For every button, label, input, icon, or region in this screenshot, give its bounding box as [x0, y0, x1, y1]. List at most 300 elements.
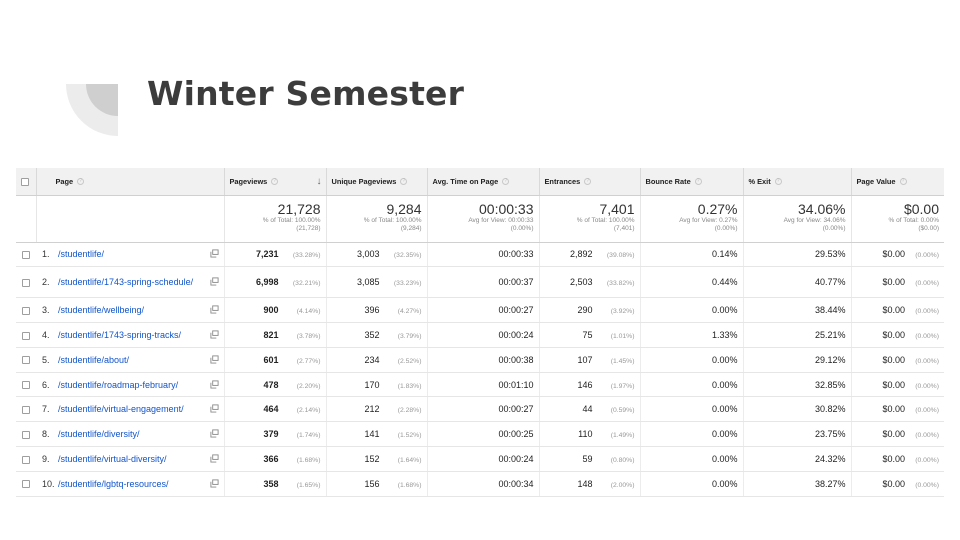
bounce-rate-value: 0.44% — [711, 277, 738, 288]
column-header-page-value[interactable] — [851, 168, 944, 195]
page-path-link[interactable]: /studentlife/roadmap-february/ — [58, 379, 179, 390]
entrances-value: 44 — [582, 404, 593, 415]
total-subtext: (7,401) — [613, 225, 635, 232]
pageviews-cell — [224, 471, 326, 496]
column-header-label: Page Value — [856, 176, 896, 186]
total-exit — [743, 195, 851, 242]
quarter-circle-decoration — [66, 84, 118, 136]
column-header-avg-time-on-page[interactable] — [427, 168, 539, 195]
page-value-value: $0.00 — [882, 379, 905, 390]
column-header-label: Page — [55, 176, 74, 186]
entrances-value: 290 — [577, 305, 593, 316]
bounce-rate-cell — [640, 397, 743, 422]
page-value-percent: (0.00%) — [915, 357, 939, 365]
page-value-percent: (0.00%) — [915, 382, 939, 390]
page-value-cell — [851, 323, 944, 348]
page-cell — [36, 447, 224, 472]
unique-pageviews-cell — [326, 397, 427, 422]
total-subtext: Avg for View: 34.06% — [783, 216, 846, 224]
page-value-percent: (0.00%) — [915, 252, 939, 260]
pageviews-value: 464 — [263, 404, 279, 415]
pageviews-cell — [224, 323, 326, 348]
bounce-rate-cell — [640, 347, 743, 372]
help-icon[interactable]: ? — [900, 178, 907, 185]
row-checkbox[interactable] — [22, 307, 30, 315]
row-number: 5. — [42, 354, 50, 365]
avg-time-value: 00:00:24 — [498, 329, 534, 340]
page-value-cell — [851, 267, 944, 298]
avg-time-value: 00:00:25 — [498, 429, 534, 440]
page-value-cell — [851, 471, 944, 496]
page-value-percent: (0.00%) — [915, 407, 939, 415]
unique-pageviews-cell — [326, 323, 427, 348]
bounce-rate-cell — [640, 372, 743, 397]
unique-pageviews-value: 352 — [364, 329, 380, 340]
page-value-cell — [851, 422, 944, 447]
entrances-value: 59 — [582, 453, 593, 464]
column-header-bounce-rate[interactable] — [640, 168, 743, 195]
pageviews-value: 379 — [263, 429, 279, 440]
open-in-new-window-icon[interactable] — [210, 249, 219, 258]
exit-value: 24.32% — [814, 453, 846, 464]
select-all-checkbox[interactable] — [21, 178, 29, 186]
entrances-cell — [539, 447, 640, 472]
page-cell — [36, 397, 224, 422]
help-icon[interactable]: ? — [400, 178, 407, 185]
bounce-rate-value: 0.00% — [711, 478, 738, 489]
unique-pageviews-percent: (1.64%) — [397, 456, 422, 464]
exit-value: 30.82% — [814, 404, 846, 415]
pageviews-cell — [224, 422, 326, 447]
table-row — [16, 397, 944, 422]
help-icon[interactable]: ? — [77, 178, 84, 185]
entrances-cell — [539, 347, 640, 372]
row-checkbox[interactable] — [22, 480, 30, 488]
avg-time-value: 00:00:38 — [498, 354, 534, 365]
exit-cell — [743, 447, 851, 472]
table-row — [16, 447, 944, 472]
entrances-percent: (33.82%) — [606, 280, 635, 288]
avg-time-cell — [427, 242, 539, 267]
entrances-percent: (0.59%) — [610, 407, 635, 415]
row-select-cell — [16, 372, 36, 397]
pageviews-cell — [224, 347, 326, 372]
pageviews-percent: (32.21%) — [292, 280, 321, 288]
pageviews-percent: (33.28%) — [292, 252, 321, 260]
pageviews-percent: (4.14%) — [296, 308, 321, 316]
pageviews-value: 601 — [263, 354, 279, 365]
open-in-new-window-icon[interactable] — [210, 305, 219, 314]
table-row — [16, 298, 944, 323]
total-page-value — [851, 195, 944, 242]
page-value-value: $0.00 — [882, 305, 905, 316]
page-value-percent: (0.00%) — [915, 332, 939, 340]
unique-pageviews-percent: (32.35%) — [393, 252, 422, 260]
bounce-rate-cell — [640, 323, 743, 348]
entrances-cell — [539, 397, 640, 422]
avg-time-value: 00:01:10 — [498, 379, 534, 390]
page-value-percent: (0.00%) — [915, 280, 939, 288]
pageviews-cell — [224, 447, 326, 472]
total-subtext: Avg for View: 00:00:33 — [468, 216, 534, 224]
page-value-cell — [851, 242, 944, 267]
page-path-link[interactable]: /studentlife/lgbtq-resources/ — [58, 478, 169, 489]
page-path-link[interactable]: /studentlife/diversity/ — [58, 429, 140, 440]
total-unique-pageviews — [326, 195, 427, 242]
avg-time-cell — [427, 422, 539, 447]
unique-pageviews-percent: (1.68%) — [397, 481, 422, 489]
entrances-percent: (1.97%) — [610, 382, 635, 390]
pageviews-value: 821 — [263, 329, 279, 340]
avg-time-cell — [427, 447, 539, 472]
entrances-cell — [539, 298, 640, 323]
total-subtext: (9,284) — [400, 225, 422, 232]
column-header-label: Pageviews — [229, 176, 268, 186]
row-number: 1. — [42, 249, 50, 260]
column-header-entrances[interactable] — [539, 168, 640, 195]
help-icon[interactable]: ? — [584, 178, 591, 185]
page-cell — [36, 323, 224, 348]
table-header-row — [16, 168, 944, 195]
avg-time-value: 00:00:27 — [498, 404, 534, 415]
page-path-link[interactable]: /studentlife/1743-spring-schedule/ — [58, 277, 194, 288]
column-header-page[interactable] — [36, 168, 224, 195]
total-subtext: % of Total: 100.00% — [262, 216, 321, 224]
bounce-rate-value: 0.00% — [711, 379, 738, 390]
exit-value: 23.75% — [814, 429, 846, 440]
row-number: 4. — [42, 329, 50, 340]
page-value-value: $0.00 — [882, 453, 905, 464]
unique-pageviews-value: 3,085 — [356, 277, 380, 288]
unique-pageviews-cell — [326, 471, 427, 496]
total-subtext: % of Total: 100.00% — [363, 216, 422, 224]
unique-pageviews-value: 156 — [364, 478, 380, 489]
exit-value: 38.44% — [814, 305, 846, 316]
total-pageviews — [224, 195, 326, 242]
avg-time-cell — [427, 471, 539, 496]
exit-value: 40.77% — [814, 277, 846, 288]
row-number: 10. — [42, 478, 55, 489]
open-in-new-window-icon[interactable] — [210, 429, 219, 438]
total-avg-time — [427, 195, 539, 242]
row-select-cell — [16, 347, 36, 372]
column-header-label: Entrances — [544, 176, 581, 186]
row-select-cell — [16, 323, 36, 348]
page-value-percent: (0.00%) — [915, 432, 939, 440]
column-header-label: % Exit — [748, 176, 771, 186]
page-value-value: $0.00 — [882, 249, 905, 260]
page-value-cell — [851, 447, 944, 472]
row-select-cell — [16, 397, 36, 422]
pageviews-cell — [224, 372, 326, 397]
row-select-cell — [16, 242, 36, 267]
page-path-link[interactable]: /studentlife/about/ — [58, 354, 130, 365]
open-in-new-window-icon[interactable] — [210, 479, 219, 488]
total-value: $0.00 — [903, 200, 939, 217]
page-path-link[interactable]: /studentlife/virtual-diversity/ — [58, 453, 167, 464]
entrances-value: 2,503 — [569, 277, 593, 288]
exit-value: 29.12% — [814, 354, 846, 365]
page-path-link[interactable]: /studentlife/ — [58, 249, 105, 260]
unique-pageviews-percent: (3.79%) — [397, 332, 422, 340]
column-header-pageviews[interactable] — [224, 168, 326, 195]
pageviews-percent: (2.20%) — [296, 382, 321, 390]
column-header-label: Avg. Time on Page — [432, 176, 499, 186]
unique-pageviews-cell — [326, 372, 427, 397]
total-subtext: ($0.00) — [918, 225, 939, 232]
total-bounce-rate — [640, 195, 743, 242]
avg-time-cell — [427, 347, 539, 372]
bounce-rate-value: 0.00% — [711, 354, 738, 365]
page-value-value: $0.00 — [882, 329, 905, 340]
avg-time-value: 00:00:34 — [498, 478, 534, 489]
column-header-unique-pageviews[interactable] — [326, 168, 427, 195]
open-in-new-window-icon[interactable] — [210, 330, 219, 339]
page-cell — [36, 372, 224, 397]
pageviews-percent: (1.74%) — [296, 432, 321, 440]
open-in-new-window-icon[interactable] — [210, 454, 219, 463]
entrances-percent: (1.49%) — [610, 432, 635, 440]
entrances-cell — [539, 422, 640, 447]
unique-pageviews-cell — [326, 298, 427, 323]
exit-cell — [743, 397, 851, 422]
page-value-percent: (0.00%) — [915, 481, 939, 489]
page-value-value: $0.00 — [882, 277, 905, 288]
total-value: 00:00:33 — [479, 200, 534, 217]
table-row — [16, 347, 944, 372]
row-number: 7. — [42, 404, 50, 415]
total-subtext: % of Total: 0.00% — [888, 216, 939, 224]
total-subtext: (21,728) — [296, 225, 321, 232]
select-all-cell — [16, 168, 36, 195]
entrances-value: 148 — [577, 478, 593, 489]
bounce-rate-cell — [640, 422, 743, 447]
row-select-cell — [16, 298, 36, 323]
bounce-rate-value: 0.00% — [711, 453, 738, 464]
row-number: 9. — [42, 453, 50, 464]
page-value-value: $0.00 — [882, 478, 905, 489]
row-select-cell — [16, 422, 36, 447]
avg-time-value: 00:00:24 — [498, 453, 534, 464]
entrances-percent: (1.01%) — [610, 332, 635, 340]
table-row — [16, 471, 944, 496]
row-checkbox[interactable] — [22, 356, 30, 364]
unique-pageviews-percent: (2.52%) — [397, 357, 422, 365]
unique-pageviews-value: 396 — [364, 305, 380, 316]
row-checkbox[interactable] — [22, 431, 30, 439]
sort-descending-icon[interactable]: ↓ — [316, 176, 322, 187]
table-row — [16, 267, 944, 298]
page-value-value: $0.00 — [882, 404, 905, 415]
total-value: 7,401 — [599, 200, 635, 217]
total-value: 9,284 — [386, 200, 422, 217]
table-row — [16, 372, 944, 397]
exit-value: 29.53% — [814, 249, 846, 260]
pageviews-value: 478 — [263, 379, 279, 390]
column-header-exit[interactable] — [743, 168, 851, 195]
avg-time-value: 00:00:33 — [498, 249, 534, 260]
avg-time-value: 00:00:37 — [498, 277, 534, 288]
bounce-rate-cell — [640, 242, 743, 267]
entrances-value: 2,892 — [569, 249, 593, 260]
total-value: 0.27% — [697, 200, 738, 217]
bounce-rate-value: 0.00% — [711, 404, 738, 415]
unique-pageviews-percent: (1.83%) — [397, 382, 422, 390]
unique-pageviews-value: 152 — [364, 453, 380, 464]
entrances-value: 75 — [582, 329, 593, 340]
entrances-percent: (0.80%) — [610, 456, 635, 464]
page-path-link[interactable]: /studentlife/virtual-engagement/ — [58, 404, 184, 415]
row-checkbox[interactable] — [22, 456, 30, 464]
entrances-percent: (2.00%) — [610, 481, 635, 489]
total-subtext: Avg for View: 0.27% — [679, 216, 738, 224]
avg-time-cell — [427, 267, 539, 298]
row-select-cell — [16, 447, 36, 472]
row-checkbox[interactable] — [22, 279, 30, 287]
avg-time-cell — [427, 323, 539, 348]
entrances-cell — [539, 323, 640, 348]
page-cell — [36, 347, 224, 372]
pageviews-percent: (1.68%) — [296, 456, 321, 464]
pageviews-value: 358 — [263, 478, 279, 489]
unique-pageviews-percent: (33.23%) — [393, 280, 422, 288]
table-row — [16, 422, 944, 447]
open-in-new-window-icon[interactable] — [210, 355, 219, 364]
unique-pageviews-cell — [326, 242, 427, 267]
unique-pageviews-percent: (1.52%) — [397, 432, 422, 440]
page-cell — [36, 267, 224, 298]
total-subtext: (0.00%) — [822, 225, 846, 232]
total-subtext: % of Total: 100.00% — [576, 216, 635, 224]
unique-pageviews-value: 141 — [364, 429, 380, 440]
page-cell — [36, 298, 224, 323]
row-select-cell — [16, 267, 36, 298]
row-checkbox[interactable] — [22, 251, 30, 259]
page-path-link[interactable]: /studentlife/wellbeing/ — [58, 305, 145, 316]
page-value-cell — [851, 347, 944, 372]
pageviews-cell — [224, 298, 326, 323]
exit-cell — [743, 267, 851, 298]
exit-cell — [743, 242, 851, 267]
entrances-cell — [539, 471, 640, 496]
entrances-percent: (39.08%) — [606, 252, 635, 260]
totals-row — [16, 195, 944, 242]
exit-cell — [743, 323, 851, 348]
exit-cell — [743, 298, 851, 323]
column-header-label: Unique Pageviews — [331, 176, 397, 186]
pageviews-percent: (1.65%) — [296, 481, 321, 489]
open-in-new-window-icon[interactable] — [210, 380, 219, 389]
row-checkbox[interactable] — [22, 381, 30, 389]
unique-pageviews-value: 212 — [364, 404, 380, 415]
exit-value: 38.27% — [814, 478, 846, 489]
totals-empty-cell — [36, 195, 224, 242]
pageviews-percent: (2.77%) — [296, 357, 321, 365]
avg-time-value: 00:00:27 — [498, 305, 534, 316]
page-value-value: $0.00 — [882, 429, 905, 440]
table-row — [16, 323, 944, 348]
table-body — [16, 242, 944, 496]
page-value-cell — [851, 298, 944, 323]
unique-pageviews-value: 234 — [364, 354, 380, 365]
unique-pageviews-value: 170 — [364, 379, 380, 390]
unique-pageviews-cell — [326, 347, 427, 372]
entrances-value: 107 — [577, 354, 593, 365]
avg-time-cell — [427, 372, 539, 397]
bounce-rate-cell — [640, 447, 743, 472]
pageviews-cell — [224, 267, 326, 298]
bounce-rate-value: 1.33% — [711, 329, 738, 340]
page-cell — [36, 422, 224, 447]
pageviews-percent: (2.14%) — [296, 407, 321, 415]
entrances-percent: (3.92%) — [610, 308, 635, 316]
page-value-cell — [851, 372, 944, 397]
open-in-new-window-icon[interactable] — [210, 404, 219, 413]
page-value-value: $0.00 — [882, 354, 905, 365]
help-icon[interactable]: ? — [502, 178, 509, 185]
totals-empty-cell — [16, 195, 36, 242]
pages-report-table — [16, 168, 944, 497]
page-path-link[interactable]: /studentlife/1743-spring-tracks/ — [58, 329, 182, 340]
total-entrances — [539, 195, 640, 242]
slide-title: Winter Semester — [147, 74, 465, 113]
row-checkbox[interactable] — [22, 332, 30, 340]
entrances-value: 146 — [577, 379, 593, 390]
exit-value: 25.21% — [814, 329, 846, 340]
page-cell — [36, 471, 224, 496]
pageviews-value: 366 — [263, 453, 279, 464]
entrances-cell — [539, 267, 640, 298]
entrances-value: 110 — [578, 429, 593, 440]
bounce-rate-value: 0.00% — [711, 305, 738, 316]
unique-pageviews-value: 3,003 — [356, 249, 380, 260]
unique-pageviews-percent: (2.28%) — [397, 407, 422, 415]
pageviews-cell — [224, 397, 326, 422]
entrances-cell — [539, 242, 640, 267]
unique-pageviews-cell — [326, 447, 427, 472]
pageviews-value: 6,998 — [255, 277, 279, 288]
page-value-percent: (0.00%) — [915, 456, 939, 464]
help-icon[interactable]: ? — [695, 178, 702, 185]
unique-pageviews-percent: (4.27%) — [397, 308, 422, 316]
bounce-rate-cell — [640, 298, 743, 323]
row-checkbox[interactable] — [22, 406, 30, 414]
pageviews-percent: (3.78%) — [296, 332, 321, 340]
help-icon[interactable]: ? — [775, 178, 782, 185]
exit-cell — [743, 422, 851, 447]
page-cell — [36, 242, 224, 267]
avg-time-cell — [427, 298, 539, 323]
open-in-new-window-icon[interactable] — [210, 277, 219, 286]
entrances-percent: (1.45%) — [610, 357, 635, 365]
row-number: 3. — [42, 305, 50, 316]
help-icon[interactable]: ? — [271, 178, 278, 185]
pageviews-value: 7,231 — [255, 249, 279, 260]
row-number: 2. — [42, 277, 50, 288]
bounce-rate-cell — [640, 267, 743, 298]
row-number: 8. — [42, 429, 50, 440]
avg-time-cell — [427, 397, 539, 422]
page-value-cell — [851, 397, 944, 422]
entrances-cell — [539, 372, 640, 397]
column-header-label: Bounce Rate — [645, 176, 691, 186]
bounce-rate-value: 0.14% — [711, 249, 738, 260]
total-subtext: (0.00%) — [510, 225, 534, 232]
pageviews-value: 900 — [263, 305, 279, 316]
total-value: 21,728 — [277, 200, 321, 217]
pageviews-cell — [224, 242, 326, 267]
bounce-rate-cell — [640, 471, 743, 496]
